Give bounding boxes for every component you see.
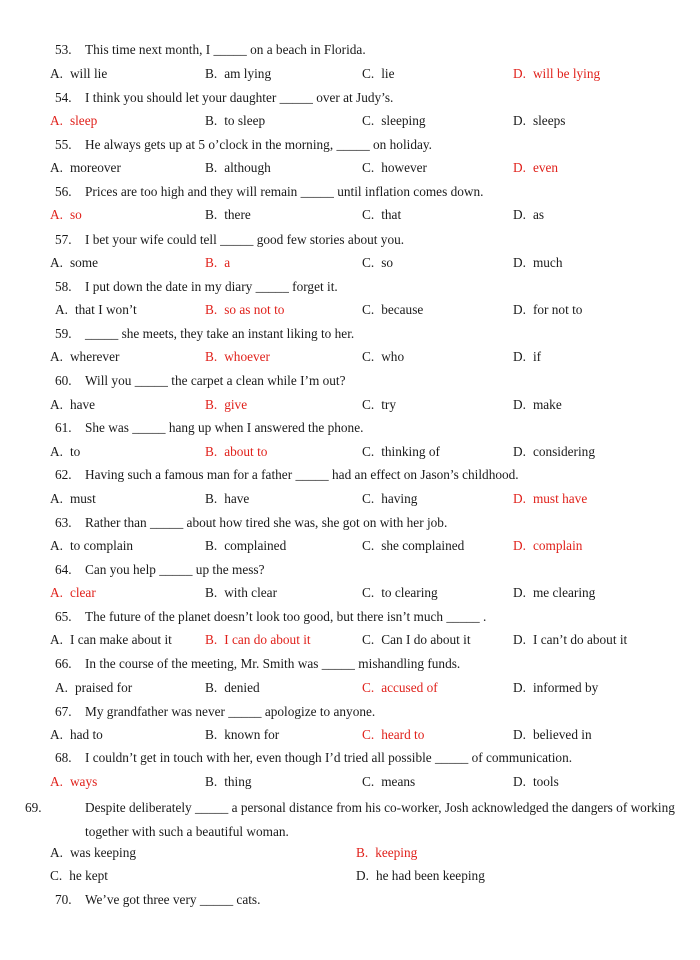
option-text: believed in xyxy=(532,727,592,742)
option-letter: B. xyxy=(205,585,218,600)
option-64-c[interactable] xyxy=(362,585,438,601)
option-letter: D. xyxy=(513,491,526,506)
question-text: Rather than _____ about how tired she was, she got on with her job. xyxy=(85,515,448,530)
option-text: because xyxy=(381,302,424,317)
option-text: complain xyxy=(532,538,583,553)
option-text: to sleep xyxy=(224,113,266,128)
option-letter: B. xyxy=(205,491,218,506)
option-text: praised for xyxy=(74,680,133,695)
option-69-b[interactable] xyxy=(356,845,417,861)
option-text: moreover xyxy=(69,160,121,175)
option-letter: D. xyxy=(513,160,526,175)
question-text: I bet your wife could tell _____ good few stories about you. xyxy=(85,232,405,247)
option-letter: A. xyxy=(55,302,68,317)
option-text: even xyxy=(532,160,559,175)
option-letter: A. xyxy=(50,585,63,600)
option-letter: C. xyxy=(362,302,375,317)
question-number: 57. xyxy=(55,232,72,247)
option-67-a[interactable] xyxy=(50,727,103,743)
option-61-d[interactable] xyxy=(513,444,595,460)
option-65-b[interactable] xyxy=(205,632,311,648)
option-letter: C. xyxy=(362,444,375,459)
option-text: thing xyxy=(224,774,252,789)
option-60-c[interactable] xyxy=(362,397,396,413)
question-text: Despite deliberately _____ a personal distance from his co-worker, Josh acknowledged the dangers of working together with such a beautiful woman. xyxy=(85,800,675,839)
option-text: am lying xyxy=(224,66,272,81)
option-letter: B. xyxy=(205,444,218,459)
option-text: denied xyxy=(224,680,260,695)
option-text: he had been keeping xyxy=(375,868,485,883)
option-54-a[interactable] xyxy=(50,113,97,129)
option-55-c[interactable] xyxy=(362,160,427,176)
question-57 xyxy=(55,232,675,248)
question-54 xyxy=(55,90,675,106)
option-text: tools xyxy=(532,774,559,789)
question-62 xyxy=(55,467,675,483)
question-60 xyxy=(55,373,675,389)
question-64 xyxy=(55,562,675,578)
option-letter: C. xyxy=(362,349,375,364)
option-text: ways xyxy=(69,774,98,789)
question-56 xyxy=(55,184,675,200)
option-letter: C. xyxy=(362,774,375,789)
option-letter: C. xyxy=(362,66,375,81)
option-letter: A. xyxy=(50,538,63,553)
option-text: must have xyxy=(532,491,588,506)
question-67 xyxy=(55,704,675,720)
option-text: sleeps xyxy=(532,113,566,128)
option-text: however xyxy=(381,160,427,175)
option-67-d[interactable] xyxy=(513,727,592,743)
option-58-c[interactable] xyxy=(362,302,423,318)
option-letter: A. xyxy=(50,444,63,459)
option-text: although xyxy=(224,160,271,175)
option-55-d[interactable] xyxy=(513,160,558,176)
question-text: In the course of the meeting, Mr. Smith was _____ mishandling funds. xyxy=(85,656,461,671)
option-text: known for xyxy=(224,727,280,742)
option-text: she complained xyxy=(381,538,465,553)
question-61 xyxy=(55,420,675,436)
option-text: try xyxy=(381,397,396,412)
option-letter: D. xyxy=(513,680,526,695)
option-letter: C. xyxy=(362,491,375,506)
option-letter: D. xyxy=(513,113,526,128)
option-64-d[interactable] xyxy=(513,585,595,601)
option-text: so xyxy=(381,255,394,270)
option-text: some xyxy=(69,255,99,270)
option-text: accused of xyxy=(381,680,438,695)
question-65 xyxy=(55,609,675,625)
question-text: We’ve got three very _____ cats. xyxy=(85,892,261,907)
option-letter: A. xyxy=(50,113,63,128)
option-letter: D. xyxy=(513,349,526,364)
question-70 xyxy=(55,892,675,908)
option-letter: C. xyxy=(362,632,375,647)
option-text: for not to xyxy=(532,302,583,317)
option-text: with clear xyxy=(224,585,277,600)
question-68 xyxy=(55,750,675,766)
option-letter: C. xyxy=(362,727,375,742)
question-text: He always gets up at 5 o’clock in the morning, _____ on holiday. xyxy=(85,137,433,152)
question-number: 66. xyxy=(55,656,72,671)
option-56-a[interactable] xyxy=(50,207,82,223)
option-letter: C. xyxy=(362,113,375,128)
option-letter: A. xyxy=(50,774,63,789)
option-text: wherever xyxy=(69,349,120,364)
option-60-a[interactable] xyxy=(50,397,95,413)
option-58-b[interactable] xyxy=(205,302,284,318)
option-letter: D. xyxy=(513,255,526,270)
option-letter: B. xyxy=(205,349,218,364)
option-text: give xyxy=(224,397,248,412)
option-text: sleep xyxy=(69,113,98,128)
option-text: lie xyxy=(381,66,395,81)
option-text: that xyxy=(381,207,402,222)
option-56-d[interactable] xyxy=(513,207,544,223)
option-56-b[interactable] xyxy=(205,207,251,223)
option-text: Can I do about it xyxy=(381,632,471,647)
option-text: will lie xyxy=(69,66,108,81)
option-67-b[interactable] xyxy=(205,727,279,743)
option-letter: D. xyxy=(513,727,526,742)
question-number: 61. xyxy=(55,420,72,435)
option-text: complained xyxy=(224,538,287,553)
option-56-c[interactable] xyxy=(362,207,401,223)
option-text: have xyxy=(69,397,96,412)
option-text: if xyxy=(532,349,542,364)
option-text: have xyxy=(224,491,250,506)
option-letter: A. xyxy=(50,66,63,81)
option-letter: D. xyxy=(356,868,369,883)
option-69-a[interactable] xyxy=(50,845,136,861)
option-59-b[interactable] xyxy=(205,349,270,365)
option-text: thinking of xyxy=(381,444,440,459)
option-text: I can do about it xyxy=(224,632,311,647)
option-letter: D. xyxy=(513,538,526,553)
option-59-a[interactable] xyxy=(50,349,119,365)
option-letter: B. xyxy=(205,680,218,695)
option-letter: C. xyxy=(362,397,375,412)
option-letter: D. xyxy=(513,585,526,600)
option-62-c[interactable] xyxy=(362,491,417,507)
option-letter: D. xyxy=(513,774,526,789)
option-59-d[interactable] xyxy=(513,349,541,365)
option-letter: A. xyxy=(50,160,63,175)
question-number: 64. xyxy=(55,562,72,577)
option-64-b[interactable] xyxy=(205,585,277,601)
option-text: clear xyxy=(69,585,96,600)
option-57-c[interactable] xyxy=(362,255,393,271)
option-text: to xyxy=(69,444,81,459)
option-64-a[interactable] xyxy=(50,585,96,601)
question-number: 59. xyxy=(55,326,72,341)
option-letter: D. xyxy=(513,444,526,459)
option-text: was keeping xyxy=(69,845,137,860)
question-63 xyxy=(55,515,675,531)
option-letter: C. xyxy=(362,585,375,600)
option-63-c[interactable] xyxy=(362,538,464,554)
option-text: who xyxy=(381,349,405,364)
option-69-c[interactable] xyxy=(50,868,108,884)
option-66-b[interactable] xyxy=(205,680,260,696)
option-letter: B. xyxy=(356,845,369,860)
option-letter: A. xyxy=(50,255,63,270)
question-text: Having such a famous man for a father _____ had an effect on Jason’s childhood. xyxy=(85,467,519,482)
option-text: make xyxy=(532,397,562,412)
question-number: 55. xyxy=(55,137,72,152)
option-61-b[interactable] xyxy=(205,444,267,460)
option-69-d[interactable] xyxy=(356,868,485,884)
question-text: Can you help _____ up the mess? xyxy=(85,562,265,577)
option-letter: B. xyxy=(205,160,218,175)
option-65-d[interactable] xyxy=(513,632,627,648)
option-53-b[interactable] xyxy=(205,66,271,82)
option-text: whoever xyxy=(224,349,270,364)
question-text: She was _____ hang up when I answered the phone. xyxy=(85,420,364,435)
option-text: to complain xyxy=(69,538,134,553)
question-number: 62. xyxy=(55,467,72,482)
question-66 xyxy=(55,656,675,672)
option-text: a xyxy=(224,255,231,270)
option-55-b[interactable] xyxy=(205,160,271,176)
option-text: to clearing xyxy=(381,585,438,600)
option-62-a[interactable] xyxy=(50,491,96,507)
option-68-a[interactable] xyxy=(50,774,97,790)
option-63-d[interactable] xyxy=(513,538,582,554)
question-text: I couldn’t get in touch with her, even though I’d tried all possible _____ of communication. xyxy=(85,750,573,765)
option-68-b[interactable] xyxy=(205,774,252,790)
option-58-a[interactable] xyxy=(55,302,137,318)
option-text: so as not to xyxy=(224,302,285,317)
option-66-c[interactable] xyxy=(362,680,438,696)
question-number: 53. xyxy=(55,42,72,57)
option-letter: C. xyxy=(362,538,375,553)
option-text: keeping xyxy=(375,845,418,860)
option-text: informed by xyxy=(532,680,599,695)
question-text: I think you should let your daughter _____ over at Judy’s. xyxy=(85,90,394,105)
option-55-a[interactable] xyxy=(50,160,121,176)
option-53-d[interactable] xyxy=(513,66,600,82)
question-55 xyxy=(55,137,675,153)
option-text: had to xyxy=(69,727,103,742)
option-text: I can make about it xyxy=(69,632,172,647)
option-letter: C. xyxy=(362,207,375,222)
option-letter: C. xyxy=(362,255,375,270)
option-text: sleeping xyxy=(381,113,426,128)
question-text: Prices are too high and they will remain _____ until inflation comes down. xyxy=(85,184,484,199)
option-letter: A. xyxy=(50,845,63,860)
option-text: having xyxy=(381,491,418,506)
option-letter: B. xyxy=(205,397,218,412)
question-number: 69. xyxy=(25,800,42,815)
question-number: 70. xyxy=(55,892,72,907)
question-69 xyxy=(25,796,695,844)
question-59 xyxy=(55,326,675,342)
option-letter: D. xyxy=(513,302,526,317)
option-65-c[interactable] xyxy=(362,632,471,648)
option-text: about to xyxy=(224,444,268,459)
option-53-c[interactable] xyxy=(362,66,395,82)
option-letter: A. xyxy=(50,632,63,647)
option-63-a[interactable] xyxy=(50,538,133,554)
option-58-d[interactable] xyxy=(513,302,582,318)
option-text: there xyxy=(224,207,251,222)
option-letter: B. xyxy=(205,538,218,553)
question-number: 63. xyxy=(55,515,72,530)
option-61-a[interactable] xyxy=(50,444,80,460)
option-letter: C. xyxy=(362,680,375,695)
option-66-d[interactable] xyxy=(513,680,598,696)
option-letter: C. xyxy=(50,868,63,883)
option-letter: B. xyxy=(205,632,218,647)
option-text: heard to xyxy=(381,727,425,742)
option-59-c[interactable] xyxy=(362,349,404,365)
option-text: me clearing xyxy=(532,585,596,600)
option-letter: B. xyxy=(205,66,218,81)
option-letter: D. xyxy=(513,66,526,81)
option-68-d[interactable] xyxy=(513,774,559,790)
question-53 xyxy=(55,42,675,58)
question-number: 60. xyxy=(55,373,72,388)
option-letter: A. xyxy=(50,207,63,222)
option-letter: A. xyxy=(50,349,63,364)
question-number: 54. xyxy=(55,90,72,105)
option-letter: A. xyxy=(55,680,68,695)
question-number: 68. xyxy=(55,750,72,765)
option-61-c[interactable] xyxy=(362,444,440,460)
option-text: that I won’t xyxy=(74,302,137,317)
option-text: so xyxy=(69,207,82,222)
option-54-d[interactable] xyxy=(513,113,565,129)
option-letter: B. xyxy=(205,255,218,270)
option-57-b[interactable] xyxy=(205,255,230,271)
option-57-d[interactable] xyxy=(513,255,562,271)
option-letter: A. xyxy=(50,727,63,742)
option-letter: B. xyxy=(205,727,218,742)
question-text: I put down the date in my diary _____ forget it. xyxy=(85,279,338,294)
option-54-c[interactable] xyxy=(362,113,426,129)
option-letter: B. xyxy=(205,774,218,789)
option-62-d[interactable] xyxy=(513,491,587,507)
option-text: considering xyxy=(532,444,595,459)
option-60-d[interactable] xyxy=(513,397,562,413)
option-text: as xyxy=(532,207,545,222)
option-letter: C. xyxy=(362,160,375,175)
question-text: The future of the planet doesn’t look too good, but there isn’t much _____ . xyxy=(85,609,487,624)
question-number: 65. xyxy=(55,609,72,624)
question-number: 58. xyxy=(55,279,72,294)
option-letter: B. xyxy=(205,302,218,317)
option-65-a[interactable] xyxy=(50,632,172,648)
question-number: 67. xyxy=(55,704,72,719)
option-letter: D. xyxy=(513,207,526,222)
option-text: means xyxy=(381,774,416,789)
option-62-b[interactable] xyxy=(205,491,249,507)
option-60-b[interactable] xyxy=(205,397,247,413)
option-67-c[interactable] xyxy=(362,727,424,743)
option-57-a[interactable] xyxy=(50,255,98,271)
option-66-a[interactable] xyxy=(55,680,132,696)
question-text: This time next month, I _____ on a beach in Florida. xyxy=(85,42,366,57)
question-58 xyxy=(55,279,675,295)
option-letter: D. xyxy=(513,397,526,412)
option-letter: B. xyxy=(205,207,218,222)
option-text: will be lying xyxy=(532,66,601,81)
option-54-b[interactable] xyxy=(205,113,265,129)
option-68-c[interactable] xyxy=(362,774,415,790)
option-text: must xyxy=(69,491,96,506)
question-text: My grandfather was never _____ apologize to anyone. xyxy=(85,704,376,719)
option-text: much xyxy=(532,255,563,270)
option-letter: B. xyxy=(205,113,218,128)
option-letter: A. xyxy=(50,491,63,506)
option-text: I can’t do about it xyxy=(532,632,628,647)
option-text: he kept xyxy=(69,868,108,883)
question-text: Will you _____ the carpet a clean while I’m out? xyxy=(85,373,346,388)
question-number: 56. xyxy=(55,184,72,199)
option-letter: D. xyxy=(513,632,526,647)
option-letter: A. xyxy=(50,397,63,412)
option-63-b[interactable] xyxy=(205,538,286,554)
option-53-a[interactable] xyxy=(50,66,107,82)
question-text: _____ she meets, they take an instant liking to her. xyxy=(85,326,355,341)
